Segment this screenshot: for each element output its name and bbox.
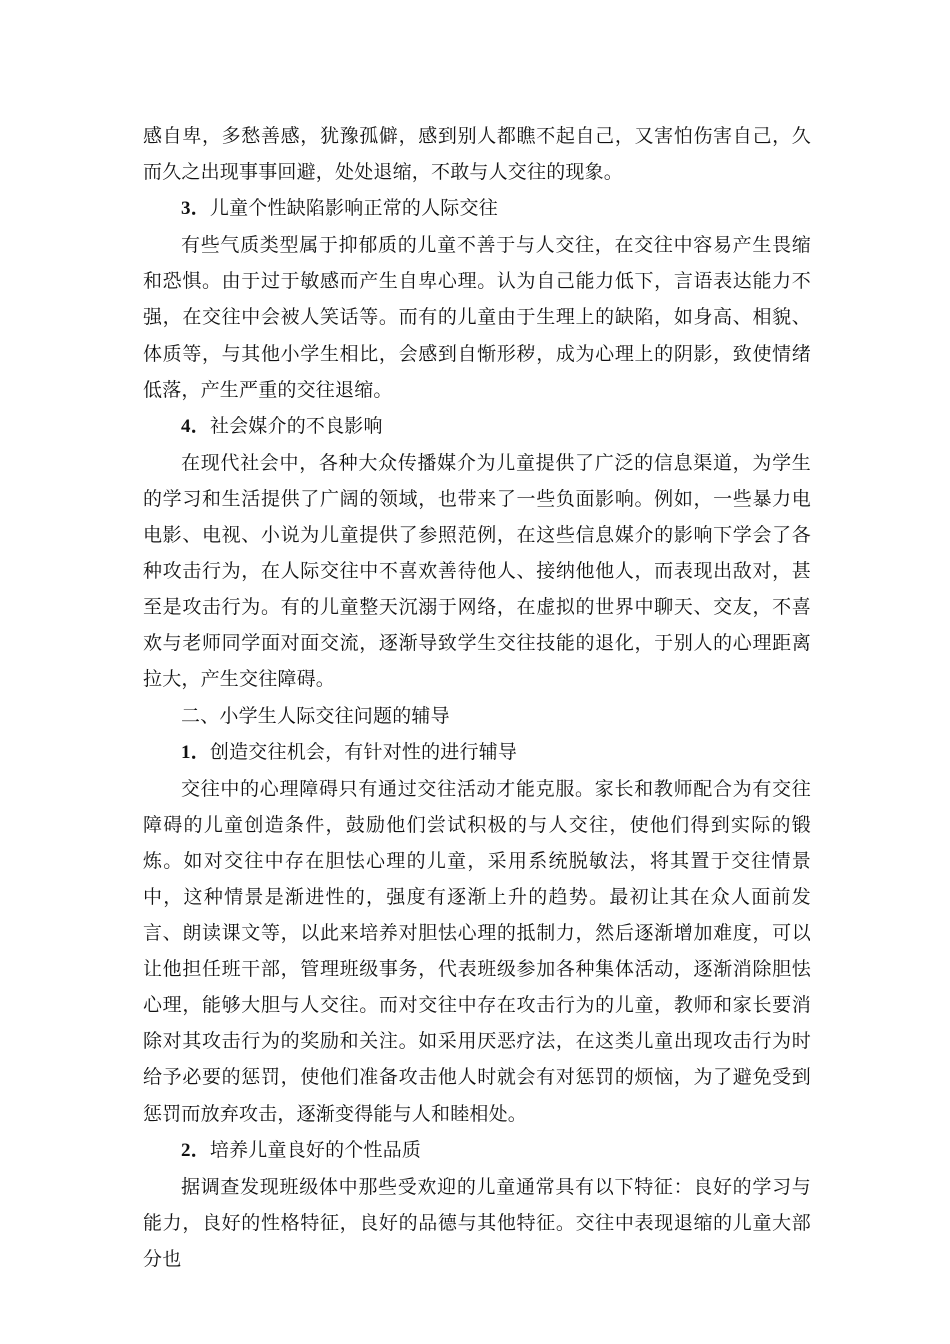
- paragraph: 有些气质类型属于抑郁质的儿童不善于与人交往，在交往中容易产生畏缩和恐惧。由于过于敏感而产生自卑心理。认为自己能力低下，言语表达能力不强，在交往中会被人笑话等。而有的儿童由于生理上的缺陷，如身高、相貌、体质等，与其他小学生相比，会感到自惭形秽，成为心理上的阴影，致使情绪低落，产生严重的交往退缩。: [143, 234, 811, 401]
- heading-number-dot: ．: [190, 198, 210, 220]
- section-heading: [143, 1132, 811, 1169]
- heading-number: 4: [181, 415, 191, 437]
- heading-text: 培养儿童良好的个性品质: [209, 1138, 422, 1161]
- paragraph: 在现代社会中，各种大众传播媒介为儿童提供了广泛的信息渠道，为学生的学习和生活提供了广阔的领域，也带来了一些负面影响。例如，一些暴力电电影、电视、小说为儿童提供了参照范例，在这些信息媒介的影响下学会了各种攻击行为，在人际交往中不喜欢善待他人、接纳他他人，而表现出敌对，甚至是攻击行为。有的儿童整天沉溺于网络，在虚拟的世界中聊天、交友，不喜欢与老师同学面对面交流，逐渐导致学生交往技能的退化，于别人的心理距离拉大，产生交往障碍。: [143, 451, 811, 691]
- heading-text: 创造交往机会，有针对性的进行辅导: [209, 740, 518, 763]
- paragraph: 据调查发现班级体中那些受欢迎的儿童通常具有以下特征：良好的学习与能力，良好的性格特征，良好的品德与其他特征。交往中表现退缩的儿童大部分也: [143, 1175, 811, 1270]
- heading-number: 1: [181, 741, 191, 763]
- section-heading: [143, 190, 811, 227]
- heading-text: 社会媒介的不良影响: [209, 414, 383, 437]
- heading-number: 2: [181, 1139, 191, 1161]
- heading-number-dot: ．: [190, 1139, 210, 1161]
- chapter-heading: [143, 698, 811, 734]
- heading-number: 3: [181, 198, 191, 220]
- paragraph: 交往中的心理障碍只有通过交往活动才能克服。家长和教师配合为有交往障碍的儿童创造条件，鼓励他们尝试积极的与人交往，使他们得到实际的锻炼。如对交往中存在胆怯心理的儿童，采用系统脱敏法，将其置于交往情景中，这种情景是渐进性的，强度有逐渐上升的趋势。最初让其在众人面前发言、朗读课文等，以此来培养对胆怯心理的抵制力，然后逐渐增加难度，可以让他担任班干部，管理班级事务，代表班级参加各种集体活动，逐渐消除胆怯心理，能够大胆与人交往。而对交往中存在攻击行为的儿童，教师和家长要消除对其攻击行为的奖励和关注。如采用厌恶疗法，在这类儿童出现攻击行为时给予必要的惩罚，使他们准备攻击他人时就会有对惩罚的烦恼，为了避免受到惩罚而放弃攻击，逐渐变得能与人和睦相处。: [143, 777, 811, 1125]
- heading-text: 儿童个性缺陷影响正常的人际交往: [209, 197, 498, 220]
- heading-number-dot: ．: [190, 741, 210, 763]
- section-heading: [143, 734, 811, 771]
- heading-text: 二、小学生人际交往问题的辅导: [181, 704, 450, 727]
- document-body: [143, 118, 811, 1277]
- paragraph: 感自卑，多愁善感，犹豫孤僻，感到别人都瞧不起自己，又害怕伤害自己，久而久之出现事事回避，处处退缩，不敢与人交往的现象。: [143, 125, 811, 184]
- section-heading: [143, 408, 811, 445]
- heading-number-dot: ．: [190, 415, 210, 437]
